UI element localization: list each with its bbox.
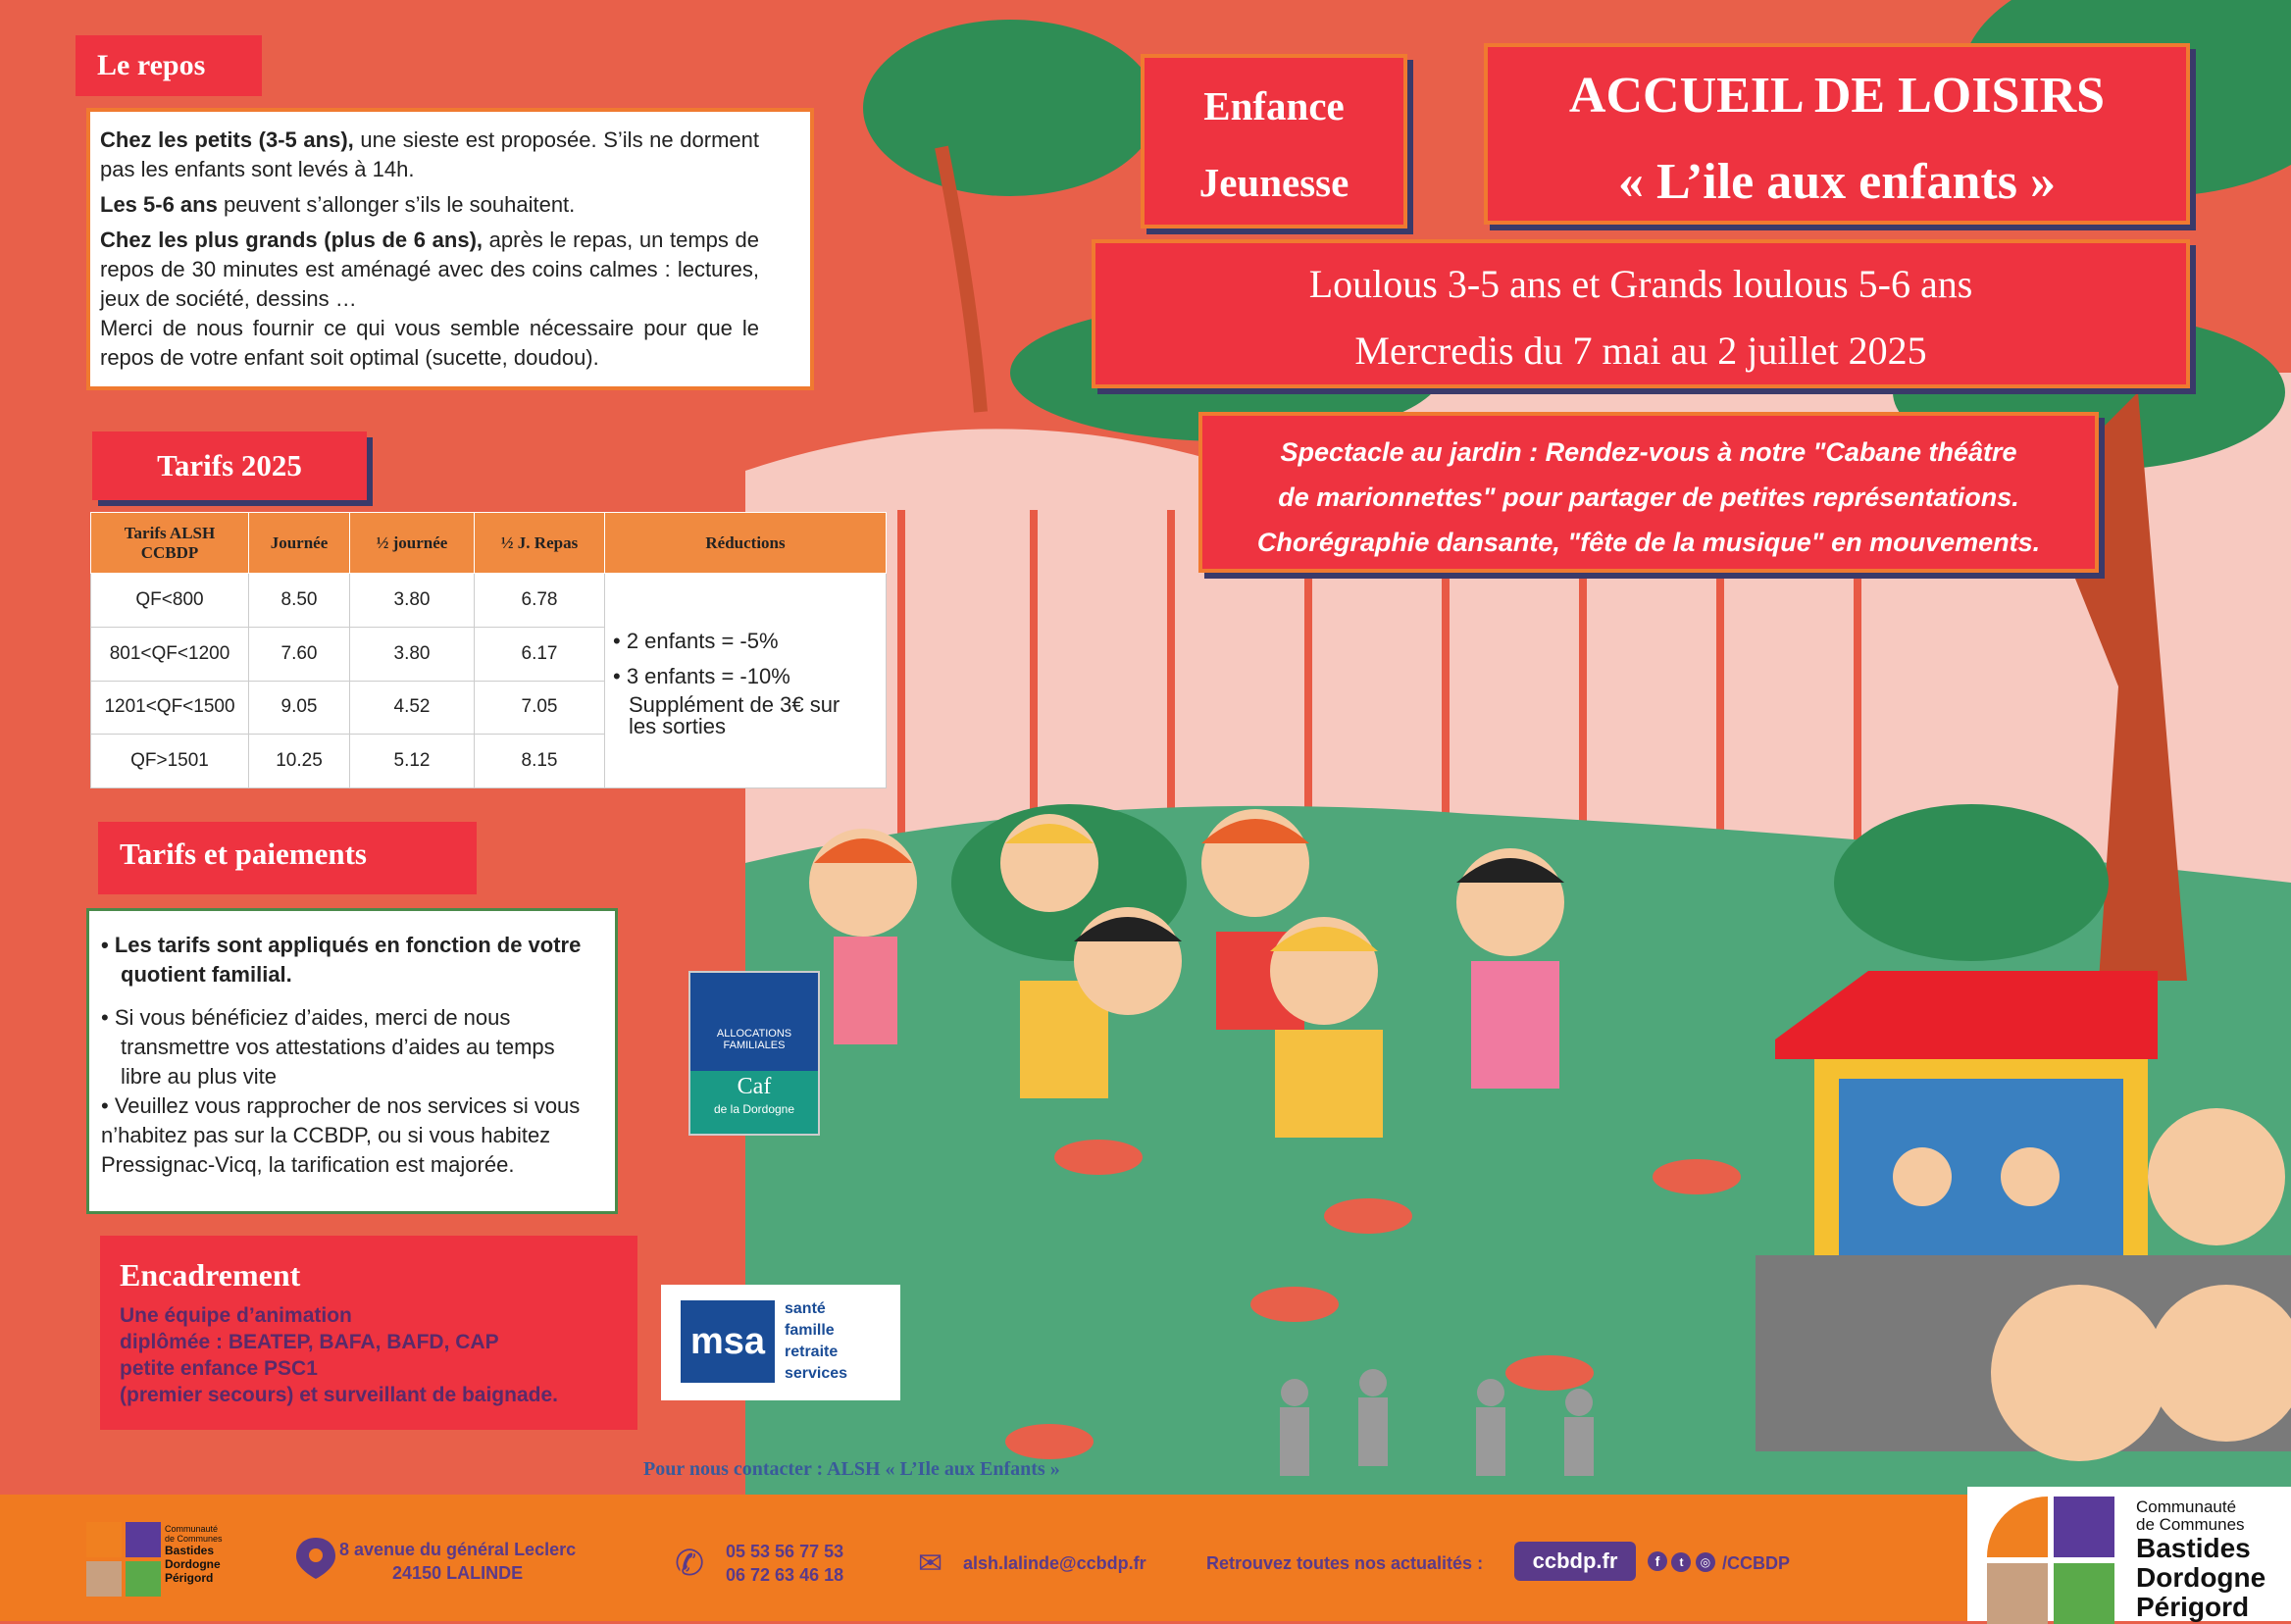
logo-l1: Communauté (2136, 1497, 2237, 1516)
table-cell: 4.52 (350, 681, 475, 735)
table-cell: 8.50 (249, 574, 350, 628)
caf-line4: de la Dordogne (713, 1102, 795, 1116)
encadrement-line4: (premier secours) et surveillant de baignade. (120, 1384, 558, 1406)
reductions-cell (605, 574, 887, 788)
spectacle-box (1198, 412, 2099, 573)
small-logo-l2: de Communes (165, 1534, 223, 1544)
msa-logo (661, 1285, 900, 1400)
table-cell: 7.05 (475, 681, 605, 735)
title-box (1484, 43, 2190, 225)
msa-mark: msa (681, 1300, 775, 1383)
msa-l2: famille (785, 1322, 835, 1339)
mail-icon: ✉ (918, 1548, 943, 1580)
spectacle-line2: de marionnettes" pour partager de petites représentations. (1278, 482, 2019, 512)
paiement-bullet-3: • Veuillez vous rapprocher de nos services si vous n’habitez pas sur la CCBDP, ou si vous habitez Pressignac-Vicq, la tarification est majorée. (101, 1093, 581, 1177)
small-logo-l5: Périgord (165, 1571, 214, 1585)
enfance-label: Enfance (1203, 83, 1345, 128)
website-button[interactable]: ccbdp.fr (1514, 1542, 1636, 1581)
address (339, 1538, 576, 1585)
reduction-2: • 2 enfants = -5% (613, 629, 779, 653)
spectacle-line1: Spectacle au jardin : Rendez-vous à notre "Cabane théâtre (1280, 437, 2017, 467)
encadrement-line1: Une équipe d’animation (120, 1304, 352, 1327)
twitter-icon[interactable]: t (1671, 1552, 1691, 1572)
page-title: ACCUEIL DE LOISIRS (1568, 68, 2106, 124)
tarifs-table (90, 512, 887, 788)
news-text: Retrouvez toutes nos actualités : (1206, 1553, 1484, 1573)
paiement-bullet-1: • Les tarifs sont appliqués en fonction de votre quotient familial. (101, 933, 582, 987)
social-icons (1648, 1551, 1726, 1575)
paiements-panel (86, 908, 618, 1214)
caf-line3: Caf (737, 1074, 772, 1099)
jeunesse-label: Jeunesse (1198, 160, 1349, 205)
repos-p1: une sieste est proposée. S’ils ne dorment pas les enfants sont levés à 14h. (100, 127, 759, 181)
tarifs-heading: Tarifs 2025 (92, 431, 367, 500)
phones (726, 1540, 843, 1587)
repos-p3: après le repas, un temps de repos de 30 minutes est aménagé avec des coins calmes : lectures, jeux de société, dessins … (100, 228, 760, 311)
table-cell: 5.12 (350, 735, 475, 788)
logo-l4: Dordogne (2136, 1562, 2266, 1593)
repos-p4: Merci de nous fournir ce qui vous semble nécessaire pour que le repos de votre enfant soit optimal (sucette, doudou). (100, 316, 759, 370)
table-cell: 8.15 (475, 735, 605, 788)
table-cell: 9.05 (249, 681, 350, 735)
table-cell: QF>1501 (91, 735, 249, 788)
caf-logo (688, 971, 820, 1136)
encadrement-line3: petite enfance PSC1 (120, 1357, 318, 1380)
logo-l3: Bastides (2136, 1533, 2251, 1563)
address-line1: 8 avenue du général Leclerc (339, 1540, 577, 1559)
msa-l3: retraite (785, 1344, 839, 1360)
phone-1[interactable]: 05 53 56 77 53 (726, 1542, 844, 1561)
paiements-heading: Tarifs et paiements (98, 822, 477, 894)
table-cell: 7.60 (249, 627, 350, 681)
age-groups: Loulous 3-5 ans et Grands loulous 5-6 ans (1308, 262, 1973, 306)
table-cell: 6.17 (475, 627, 605, 681)
phone-2[interactable]: 06 72 63 46 18 (726, 1565, 844, 1585)
address-line2: 24150 LALINDE (392, 1563, 524, 1583)
table-row (91, 574, 887, 628)
small-logo-l4: Dordogne (165, 1557, 221, 1571)
msa-l1: santé (785, 1300, 826, 1317)
col-header: Journée (249, 513, 350, 574)
logo-l2: de Communes (2136, 1515, 2245, 1534)
table-cell: 6.78 (475, 574, 605, 628)
footer-small-logo (86, 1522, 243, 1597)
caf-line1: ALLOCATIONS (716, 1028, 792, 1040)
dates: Mercredis du 7 mai au 2 juillet 2025 (1354, 329, 1927, 373)
table-cell: 3.80 (350, 627, 475, 681)
small-logo-l1: Communauté (165, 1524, 219, 1534)
table-cell: 1201<QF<1500 (91, 681, 249, 735)
ccbdp-logo (1967, 1487, 2291, 1621)
contact-line: Pour nous contacter : ALSH « L’Ile aux Enfants » (643, 1458, 1060, 1480)
table-cell: QF<800 (91, 574, 249, 628)
col-header: ½ J. Repas (475, 513, 605, 574)
location-icon (294, 1536, 337, 1581)
facebook-icon[interactable]: f (1648, 1551, 1667, 1571)
col-header: ½ journée (350, 513, 475, 574)
reduction-3: • 3 enfants = -10% (613, 664, 790, 688)
table-cell: 10.25 (249, 735, 350, 788)
repos-p2: peuvent s’allonger s’ils le souhaitent. (217, 192, 576, 217)
encadrement-panel (100, 1236, 637, 1430)
small-logo-l3: Bastides (165, 1544, 215, 1557)
spectacle-line3: Chorégraphie dansante, "fête de la musique" en mouvements. (1256, 528, 2041, 557)
repos-p3-bold: Chez les plus grands (plus de 6 ans), (100, 228, 484, 252)
col-header: Réductions (605, 513, 887, 574)
email-link[interactable]: alsh.lalinde@ccbdp.fr (963, 1553, 1146, 1573)
table-cell: 3.80 (350, 574, 475, 628)
repos-heading: Le repos (76, 35, 262, 96)
social-handle[interactable]: /CCBDP (1722, 1553, 1791, 1573)
msa-l4: services (785, 1365, 848, 1382)
paiement-bullet-2: • Si vous bénéficiez d’aides, merci de nous transmettre vos attestations d’aides au temps libre au plus vite (101, 1005, 555, 1089)
phone-icon: ✆ (675, 1543, 705, 1583)
repos-p1-bold: Chez les petits (3-5 ans), (100, 127, 354, 152)
instagram-icon[interactable]: ◎ (1696, 1552, 1715, 1572)
age-dates-box (1092, 239, 2190, 388)
supplement: Supplément de 3€ sur les sorties (629, 692, 840, 738)
caf-line2: FAMILIALES (723, 1040, 786, 1051)
repos-p2-bold: Les 5-6 ans (100, 192, 218, 217)
logo-l5: Périgord (2136, 1592, 2250, 1622)
table-cell: 801<QF<1200 (91, 627, 249, 681)
encadrement-line2: diplômée : BEATEP, BAFA, BAFD, CAP (120, 1331, 499, 1353)
col-header: Tarifs ALSH CCBDP (91, 513, 249, 574)
page-title-sub: « L’ile aux enfants » (1618, 154, 2056, 210)
encadrement-heading: Encadrement (120, 1257, 301, 1293)
enfance-jeunesse-box (1141, 54, 1407, 228)
repos-panel (86, 108, 814, 390)
